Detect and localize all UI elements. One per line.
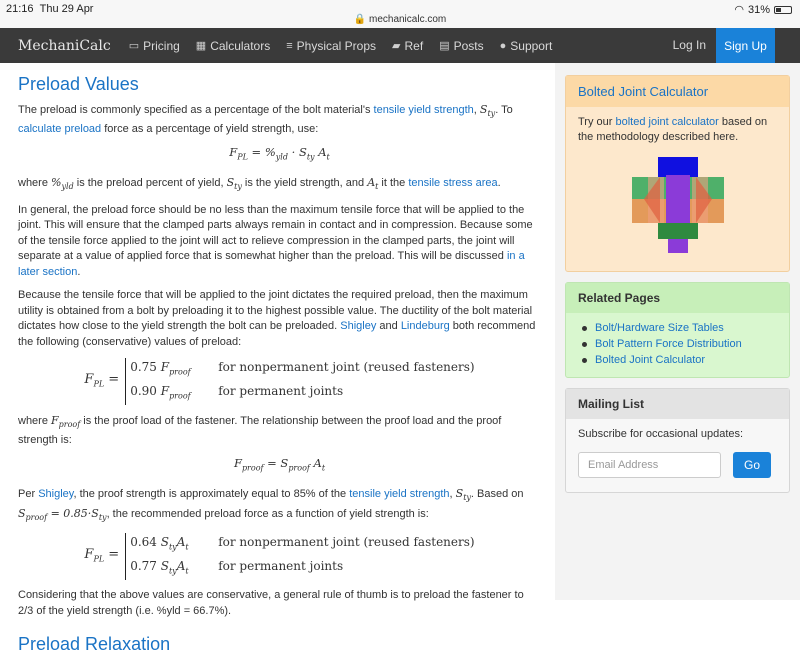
bolted-joint-illustration[interactable] (630, 157, 726, 253)
user-icon: ● (499, 39, 507, 52)
brand-logo[interactable]: MechaniCalc (18, 37, 111, 54)
link-tensile-stress-area[interactable]: tensile stress area (408, 176, 498, 189)
battery-icon (774, 6, 792, 14)
email-field[interactable] (578, 452, 721, 478)
top-nav (0, 28, 800, 63)
link-tensile-yield[interactable]: tensile yield strength (373, 104, 474, 116)
sidebar (555, 63, 800, 600)
heading-preload-values: Preload Values (18, 74, 139, 94)
book-icon: ▰ (392, 40, 401, 52)
wifi-icon: ◠ (734, 4, 744, 16)
equation-preload-cases: $F_{PL}$ = 0.75 $F_{proof}$ for nonpermanent joint (reused fasteners) 0.90 $F_{proof}$ for permanent joints (18, 358, 541, 405)
list-item[interactable]: Bolted Joint Calculator (582, 353, 777, 368)
nav-support[interactable]: ● Support (499, 38, 553, 53)
nav-ref[interactable]: ▰ Ref (392, 38, 424, 53)
paragraph-3: In general, the preload force should be no less than the maximum tensile force that will be applied to the joint. This will ensure that the clamped parts always remain in contact and in compression. Because some of the tensile force applied to the joint will act to relieve compression in the clamped parts, the joint will separate at a value of applied force that is somewhat higher than the preload. This will be discussed in a later section. (18, 203, 533, 278)
equation-preload-yield-cases: $F_{PL}$ = 0.64 $S_{ty}A_t$ for nonpermanent joint (reused fasteners) 0.77 $S_{ty}A_t$ for permanent joints (18, 533, 541, 580)
heading-preload-relaxation: Preload Relaxation (18, 634, 171, 655)
link-lindeburg[interactable]: Lindeburg (400, 320, 450, 333)
login-link[interactable]: Log In (672, 38, 706, 52)
link-tensile-yield-2[interactable]: tensile yield strength (349, 487, 450, 500)
status-right (734, 3, 792, 16)
link-later-section[interactable]: in a later section (18, 250, 525, 278)
status-bar (0, 0, 800, 28)
related-pages-card (565, 282, 790, 378)
mailing-list-text: Subscribe for occasional updates: (578, 428, 744, 440)
equation-preload: $F_{PL} = \%_{yld} \cdot S_{ty}$ $A_t$ (229, 145, 330, 162)
paragraph-7: Considering that the above values are conservative, a general rule of thumb is to preload the fastener to 2/3 of the yield strength (i.e. %yld = 66.7%). (18, 589, 524, 617)
paragraph-2: where $\%_{yld}$ is the preload percent of yield, $S_{ty}$ is the yield strength, and $A_t$ it the tensile stress area. (18, 175, 501, 192)
calculator-icon: ▦ (195, 40, 207, 52)
link-calculate-preload[interactable]: calculate preload (18, 122, 102, 135)
main-content (0, 63, 555, 655)
signup-button[interactable]: Sign Up (716, 28, 775, 63)
document-icon: ▤ (439, 40, 450, 52)
url-bar[interactable]: 🔒 mechanicalc.com (353, 14, 447, 25)
list-item[interactable]: Bolt/Hardware Size Tables (582, 321, 777, 336)
link-shigley-2[interactable]: Shigley (38, 487, 74, 500)
paragraph-6: Per Shigley, the proof strength is approximately equal to 85% of the tensile yield strength, $S_{ty}$. Based on $S_{proof} = 0.85\cdot S_{ty}$, the recommended preload force as a function of yield strength is: (18, 486, 524, 522)
paragraph-1: The preload is commonly specified as a percentage of the bolt material's tensile yield strength, $S_{ty}$. To calculate preload force as a percentage of yield strength, use: (18, 103, 513, 135)
equation-proof-load: $F_{proof} = S_{proof}$ $A_t$ (233, 456, 326, 473)
nav-pricing[interactable]: ▭ Pricing (128, 38, 180, 53)
battery-percent: 31% (747, 3, 770, 16)
mailing-list-card (565, 388, 790, 493)
paragraph-5: where $F_{proof}$ is the proof load of the fastener. The relationship between the proof load and the proof strength is: (18, 413, 502, 446)
list-item[interactable]: Bolt Pattern Force Distribution (582, 337, 777, 352)
subscribe-go-button[interactable]: Go (733, 452, 771, 478)
calculator-card (565, 75, 790, 272)
related-pages-title: Related Pages (566, 283, 789, 313)
nav-calculators[interactable]: ▦ Calculators (195, 38, 271, 53)
link-shigley[interactable]: Shigley (340, 320, 377, 333)
nav-physical-props[interactable]: ≡ Physical Props (286, 38, 377, 53)
card-icon: ▭ (128, 40, 140, 52)
status-time: 21:16 Thu 29 Apr (6, 3, 94, 15)
paragraph-4: Because the tensile force that will be applied to the joint dictates the required preload, then the maximum utility is obtained from a bolt by preloading it to the highest possible value. The ductility of the bolt material dictates how close to the yield strength the bolt can be preloaded. Shigley and Lindeburg both recommend the following (conservative) values of preload: (18, 289, 536, 348)
calculator-card-title[interactable]: Bolted Joint Calculator (566, 76, 789, 107)
nav-posts[interactable]: ▤ Posts (439, 38, 484, 53)
sliders-icon: ≡ (286, 39, 293, 52)
link-bolted-joint-calculator[interactable]: bolted joint calculator (615, 116, 719, 128)
related-pages-list (578, 321, 777, 368)
calculator-card-body: Try our bolted joint calculator based on the methodology described here. (566, 107, 789, 271)
mailing-list-title: Mailing List (566, 389, 789, 419)
